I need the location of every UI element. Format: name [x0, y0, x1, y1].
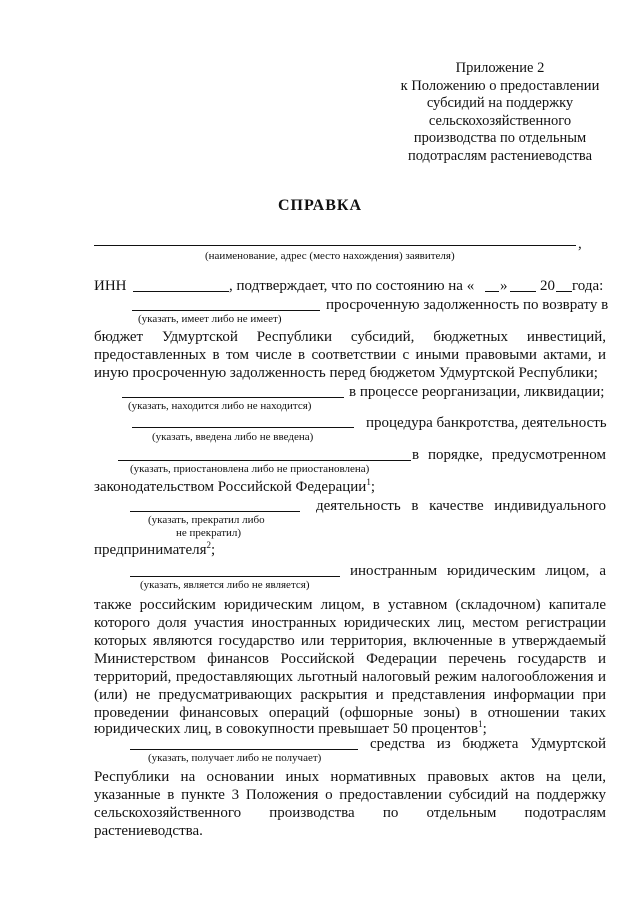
entrepreneur-hint-2: не прекратил): [176, 527, 242, 539]
foreign-blank[interactable]: [130, 576, 340, 577]
bankruptcy-text: процедура банкротства, деятельность: [366, 415, 607, 431]
foreign-hint: (указать, является либо не является): [140, 579, 310, 591]
year-blank[interactable]: [556, 291, 572, 292]
bankruptcy-blank[interactable]: [132, 427, 354, 428]
bankruptcy-hint: (указать, введена либо не введена): [152, 431, 314, 443]
entrepreneur-text: деятельность в качестве индивидуального: [316, 498, 606, 514]
paragraph-line: территорий, предоставляющих льготный налоговый режим налогообложения и: [94, 669, 606, 685]
paragraph-line: (или) не предусматривающих раскрытия и представления информации при: [94, 687, 606, 703]
year-prefix: 20: [540, 278, 555, 294]
footnote-ref: 1: [366, 477, 371, 487]
paragraph-line: Министерством финансов Российской Федерации перечень государств и: [94, 651, 606, 667]
paragraph-line: бюджет Удмуртской Республики субсидий, бюджетных инвестиций,: [94, 329, 606, 345]
punctuation: ;: [211, 542, 216, 558]
reorg-text: в процессе реорганизации, ликвидации;: [349, 384, 605, 400]
suspension-blank[interactable]: [118, 460, 411, 461]
punctuation: ;: [482, 721, 487, 737]
reorg-hint: (указать, находится либо не находится): [128, 400, 312, 412]
paragraph-line: юридических лиц, в совокупности превышает 50 процентов: [94, 721, 479, 737]
paragraph-line: которого доля участия иностранных юридических лиц, местом регистрации: [94, 615, 606, 631]
paragraph-line: растениеводства.: [94, 823, 203, 839]
paragraph-line: Республики на основании иных нормативных правовых актов на цели,: [94, 769, 606, 785]
debt-text: просроченную задолженность по возврату в: [326, 297, 609, 313]
paragraph-line: предпринимателя: [94, 542, 207, 558]
header-line: производства по отдельным: [413, 130, 587, 146]
header-line: к Положению о предоставлении: [400, 77, 600, 94]
foreign-text: иностранным юридическим лицом, а: [350, 563, 606, 579]
appendix-header: [380, 60, 620, 165]
paragraph-line: сельскохозяйственного производства по отдельным подотраслям: [94, 805, 606, 821]
applicant-comma: ,: [578, 236, 582, 252]
paragraph-line: которых являются государство или территория, включенные в утверждаемый: [94, 633, 606, 649]
debt-blank[interactable]: [132, 310, 320, 311]
day-blank[interactable]: [485, 291, 499, 292]
paragraph-line: предоставленных в том числе в соответствии с иными правовыми актами, и: [94, 347, 606, 363]
punctuation: ;: [370, 479, 375, 495]
funds-blank[interactable]: [130, 749, 358, 750]
funds-hint: (указать, получает либо не получает): [148, 752, 322, 764]
year-suffix: года:: [572, 278, 604, 294]
applicant-blank[interactable]: [94, 245, 576, 246]
paragraph-line: также российским юридическим лицом, в уставном (складочном) капитале: [94, 597, 606, 613]
quote-close: »: [500, 278, 508, 294]
paragraph-line: указанные в пункте 3 Положения о предоставлении субсидий на поддержку: [94, 787, 606, 803]
entrepreneur-blank[interactable]: [130, 511, 300, 512]
header-line: субсидий на поддержку: [426, 95, 574, 111]
inn-text: , подтверждает, что по состоянию на «: [229, 278, 475, 294]
header-line: сельскохозяйственного: [428, 112, 572, 129]
debt-hint: (указать, имеет либо не имеет): [138, 313, 282, 325]
inn-label: ИНН: [94, 278, 127, 294]
reorg-blank[interactable]: [122, 397, 344, 398]
header-line: подотраслям растениеводства: [407, 147, 593, 164]
document-title: СПРАВКА: [277, 197, 363, 214]
funds-text: средства из бюджета Удмуртской: [370, 736, 606, 752]
footnote-ref: 1: [478, 719, 483, 729]
suspension-hint: (указать, приостановлена либо не приостановлена): [130, 463, 370, 475]
inn-blank[interactable]: [133, 291, 229, 292]
paragraph-line: иную просроченную задолженность перед бюджетом Удмуртской Республики;: [94, 365, 598, 381]
entrepreneur-hint-1: (указать, прекратил либо: [148, 514, 265, 526]
applicant-hint: (наименование, адрес (место нахождения) заявителя): [205, 250, 455, 262]
header-line: Приложение 2: [455, 60, 545, 76]
suspension-text: в порядке, предусмотренном: [412, 447, 606, 463]
footnote-ref: 2: [206, 540, 211, 550]
paragraph-line: законодательством Российской Федерации: [94, 479, 367, 495]
paragraph-line: проведении финансовых операций (офшорные зоны) в отношении таких: [94, 705, 606, 721]
month-blank[interactable]: [510, 291, 536, 292]
